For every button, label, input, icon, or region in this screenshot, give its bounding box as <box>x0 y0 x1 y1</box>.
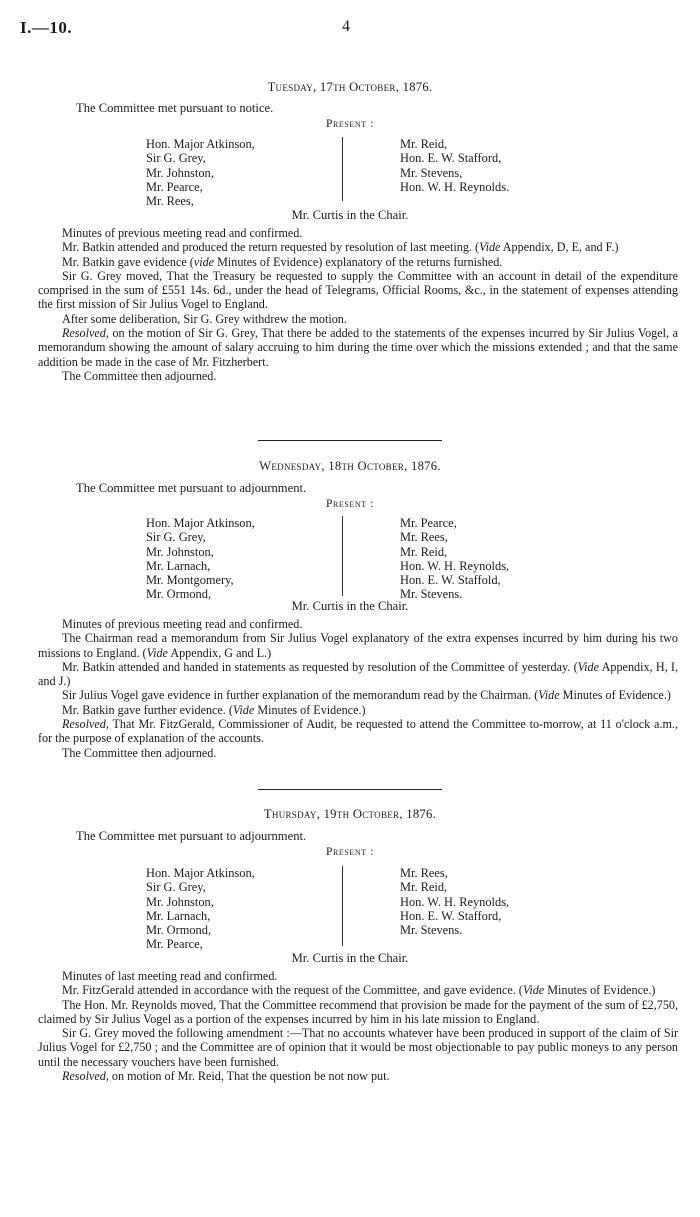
minute-paragraph <box>38 1069 678 1083</box>
meeting-date: Wednesday, 18th October, 1876. <box>259 459 441 473</box>
italic-term: Vide <box>577 659 600 674</box>
minute-paragraph <box>38 983 678 997</box>
minute-paragraph <box>38 688 678 702</box>
paragraph-text: Appendix, H, I, and J.) <box>38 659 679 689</box>
italic-term: Vide <box>146 645 168 660</box>
italic-term: Vide <box>479 240 501 255</box>
minute-paragraph <box>38 312 678 326</box>
minute-paragraph <box>38 998 678 1027</box>
paragraph-text: Sir G. Grey moved the following amendment :—That no accounts whatever have been produced in support of the claim of Sir Julius Vogel for £2,750 ; and the Committee are of opinion that it would be most objectionable to pay public moneys to any person until the necessary vouchers have been furnished. <box>38 1026 678 1069</box>
member-name: Mr. Larnach, <box>146 908 211 923</box>
member-name: Hon. E. W. Stafford, <box>400 151 502 166</box>
member-name: Mr. Reid, <box>400 137 448 151</box>
member-name: Mr. Pearce, <box>146 937 203 952</box>
member-name: Hon. E. W. Staffold, <box>400 573 501 588</box>
member-name: Hon. W. H. Reynolds, <box>400 558 510 573</box>
meeting-date: Thursday, 19th October, 1876. <box>263 807 437 821</box>
minute-paragraph <box>38 703 678 717</box>
minute-paragraph <box>38 226 678 240</box>
paragraph-text: on the motion of Sir G. Grey, That there be added to the statements of the expenses incurred by Sir Julius Vogel, a memorandum showing the amount of salary accruing to him during the time over which the missions extended ; and that the same addition be made in the case of Mr. Fitzherbert. <box>38 326 678 369</box>
minute-paragraph <box>38 269 678 312</box>
italic-term: Vide <box>522 983 545 998</box>
present-heading: Present : <box>325 498 375 510</box>
minute-paragraph <box>38 240 678 254</box>
paragraph-text: Appendix, G and L.) <box>167 645 272 660</box>
paragraph-text: Minutes of Evidence.) <box>544 983 656 998</box>
present-members-right <box>400 866 509 937</box>
member-name: Mr. Johnston, <box>146 544 214 559</box>
member-name: Mr. Johnston, <box>146 165 214 180</box>
column-divider <box>342 137 343 201</box>
member-name: Mr. Stevens. <box>400 587 463 602</box>
member-name: Hon. E. W. Stafford, <box>400 908 502 923</box>
minute-paragraph <box>38 369 678 383</box>
paragraph-text: Mr. Batkin gave evidence ( <box>62 254 194 269</box>
member-name: Mr. Ormond, <box>146 587 212 602</box>
paragraph-text: The Chairman read a memorandum from Sir Julius Vogel explanatory of the extra expenses incurred by him during his two missions to England. ( <box>38 631 678 660</box>
meeting-date: Tuesday, 17th October, 1876. <box>267 80 433 94</box>
present-heading: Present : <box>325 118 375 130</box>
paragraph-text: Sir Julius Vogel gave evidence in further explanation of the memorandum read by the Chairman. ( <box>62 688 539 703</box>
present-members-right <box>400 137 509 194</box>
member-name: Mr. Stevens. <box>400 923 463 938</box>
present-members-left <box>146 866 255 952</box>
member-name: Mr. Rees, <box>400 866 448 880</box>
chair-line: Mr. Curtis in the Chair. <box>291 951 409 965</box>
meeting-opening: The Committee met pursuant to notice. <box>76 101 274 115</box>
paragraph-text: Minutes of previous meeting read and confirmed. <box>62 617 303 631</box>
present-members-right <box>400 516 509 602</box>
paragraph-text: Mr. FitzGerald attended in accordance with the request of the Committee, and gave evidence. ( <box>62 983 523 998</box>
page-number: 4 <box>342 18 350 35</box>
italic-term: Resolved, <box>62 1069 109 1084</box>
member-name: Sir G. Grey, <box>146 151 206 166</box>
member-name: Hon. W. H. Reynolds, <box>400 894 510 909</box>
section-divider <box>258 789 442 790</box>
present-members-left <box>146 516 255 602</box>
minute-paragraph <box>38 746 678 760</box>
member-name: Hon. Major Atkinson, <box>146 866 255 880</box>
italic-term: vide <box>193 254 215 269</box>
paragraph-text: Mr. Batkin attended and handed in statements as requested by resolution of the Committee of yesterday. ( <box>62 659 578 674</box>
paragraph-text: The Committee then adjourned. <box>62 745 217 760</box>
document-reference: I.—10. <box>20 18 73 37</box>
member-name: Mr. Rees, <box>400 530 448 545</box>
member-name: Hon. W. H. Reynolds. <box>400 179 510 194</box>
meeting-opening: The Committee met pursuant to adjournment. <box>76 481 307 495</box>
member-name: Mr. Stevens, <box>400 165 463 180</box>
italic-term: Resolved, <box>62 326 109 341</box>
minutes-body <box>38 226 678 383</box>
member-name: Hon. Major Atkinson, <box>146 137 255 151</box>
member-name: Mr. Ormond, <box>146 923 212 938</box>
chair-line: Mr. Curtis in the Chair. <box>291 599 409 613</box>
minute-paragraph <box>38 717 678 746</box>
member-name: Mr. Pearce, <box>146 179 203 194</box>
column-divider <box>342 516 343 596</box>
member-name: Mr. Pearce, <box>400 516 457 530</box>
paragraph-text: Appendix, D, E, and F.) <box>500 240 619 255</box>
chair-line: Mr. Curtis in the Chair. <box>291 208 409 222</box>
present-heading: Present : <box>325 846 375 858</box>
italic-term: Vide <box>538 688 560 703</box>
member-name: Mr. Montgomery, <box>146 573 234 588</box>
member-name: Mr. Larnach, <box>146 558 211 573</box>
minute-paragraph <box>38 326 678 369</box>
present-members-left <box>146 137 255 208</box>
minute-paragraph <box>38 660 678 689</box>
paragraph-text: Minutes of last meeting read and confirmed. <box>62 969 278 983</box>
member-name: Hon. Major Atkinson, <box>146 516 255 530</box>
member-name: Mr. Rees, <box>146 194 194 209</box>
minute-paragraph <box>38 617 678 631</box>
meeting-opening: The Committee met pursuant to adjournment. <box>76 829 307 843</box>
member-name: Sir G. Grey, <box>146 880 206 895</box>
minute-paragraph <box>38 631 678 660</box>
minute-paragraph <box>38 969 678 983</box>
paragraph-text: Minutes of previous meeting read and confirmed. <box>62 226 303 240</box>
minute-paragraph <box>38 255 678 269</box>
minutes-body <box>38 617 678 760</box>
minute-paragraph <box>38 1026 678 1069</box>
paragraph-text: Minutes of Evidence.) <box>254 702 366 717</box>
paragraph-text: Mr. Batkin attended and produced the return requested by resolution of last meeting. ( <box>62 240 480 255</box>
italic-term: Resolved, <box>62 717 109 732</box>
paragraph-text: Sir G. Grey moved, That the Treasury be requested to supply the Committee with an account in detail of the expenditure comprised in the sum of £551 14s. 6d., under the head of Telegrams, Official Rooms, &c., in the statement of expenses attending the first mission of Sir Julius Vogel to England. <box>38 268 678 312</box>
paragraph-text: The Committee then adjourned. <box>62 368 217 383</box>
paragraph-text: Mr. Batkin gave further evidence. ( <box>62 702 233 717</box>
paragraph-text: The Hon. Mr. Reynolds moved, That the Committee recommend that provision be made for the payment of the sum of £2,750, claimed by Sir Julius Vogel as a portion of the expenses incurred by him in his late mission to England. <box>38 997 678 1026</box>
section-divider <box>258 440 442 441</box>
paragraph-text: That Mr. FitzGerald, Commissioner of Audit, be requested to attend the Committee to-morrow, at 11 o'clock a.m., for the purpose of explanation of the accounts. <box>38 717 678 746</box>
paragraph-text: Minutes of Evidence) explanatory of the returns furnished. <box>214 254 503 269</box>
member-name: Mr. Johnston, <box>146 894 214 909</box>
member-name: Mr. Reid, <box>400 544 448 559</box>
paragraph-text: on motion of Mr. Reid, That the question be not now put. <box>108 1069 390 1084</box>
member-name: Mr. Reid, <box>400 880 448 895</box>
paragraph-text: Minutes of Evidence.) <box>559 688 671 703</box>
minutes-body <box>38 969 678 1083</box>
member-name: Sir G. Grey, <box>146 530 206 545</box>
italic-term: Vide <box>232 702 255 717</box>
paragraph-text: After some deliberation, Sir G. Grey withdrew the motion. <box>62 311 347 326</box>
column-divider <box>342 866 343 946</box>
